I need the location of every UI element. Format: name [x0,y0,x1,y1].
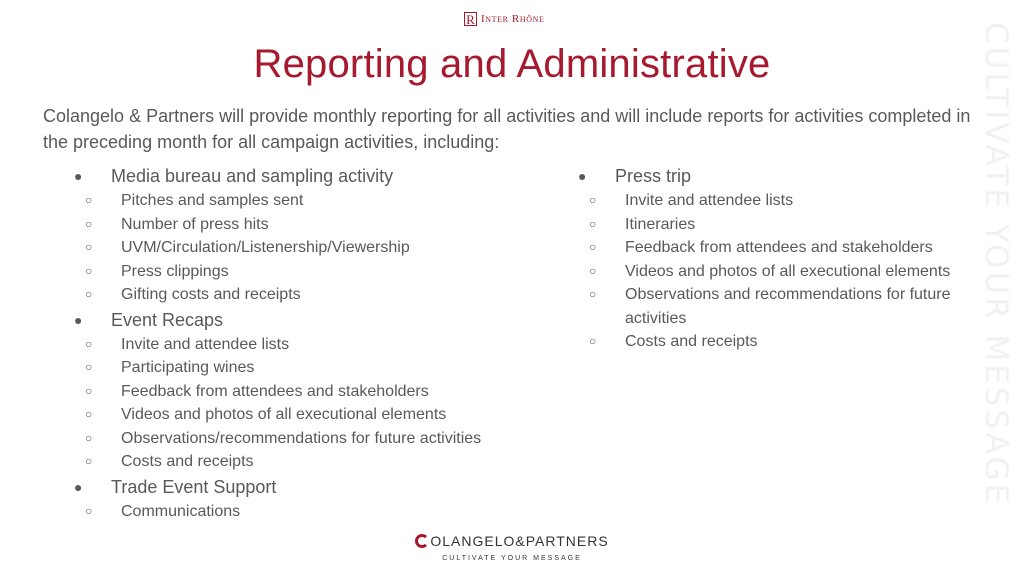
sublist-container [70,189,570,307]
sub-list-item [574,213,994,237]
bullet-icon: ● [74,478,83,495]
sublist-container [574,189,994,354]
sub-list-item [70,333,570,357]
inter-rhone-logo [464,10,544,28]
sub-list-item-label: Costs and receipts [625,333,758,350]
sub-list-item-label: Invite and attendee lists [121,335,290,353]
list-item-label: Press trip [615,166,692,186]
sub-list-item-label: Costs and receipts [121,453,254,470]
sublist-container [70,333,570,474]
sub-list-item [70,427,570,451]
hollow-bullet-icon: ○ [589,240,597,254]
hollow-bullet-icon: ○ [85,503,93,518]
list-item-media-bureau [70,163,570,189]
list-item-label: Trade Event Support [111,476,277,497]
sub-list-item [70,403,570,427]
sub-list-item [70,500,570,524]
sub-list-item-label: Observations and recommendations for future activities [625,286,951,327]
watermark-text: CULTIVATE YOUR MESSAGE [978,22,1014,507]
intro-paragraph: Colangelo & Partners will provide monthly reporting for all activities and will include reports for activities completed in the preceding month for all campaign activities, including: [43,106,971,152]
inter-rhone-mark-icon: R [464,12,477,26]
list-item-trade-event-support [70,474,570,500]
sub-list-item-label: Feedback from attendees and stakeholders [121,382,429,400]
sub-list-item [70,213,570,237]
inter-rhone-logo-text: Inter Rhône [481,13,545,25]
sublist [574,189,994,354]
sub-list-item-label: Invite and attendee lists [625,192,794,209]
hollow-bullet-icon: ○ [589,263,597,278]
hollow-bullet-icon: ○ [589,287,597,301]
sub-list-item [574,283,994,330]
hollow-bullet-icon: ○ [85,263,93,278]
sub-list-item [70,356,570,380]
hollow-bullet-icon: ○ [85,454,93,468]
sub-list-item-label: Itineraries [625,215,696,233]
sub-list-item-label: Videos and photos of all executional elements [121,406,447,423]
sub-list-item-label: Observations/recommendations for future activities [121,429,482,447]
brand-name-wrapper [415,533,608,549]
sub-list-item-label: Communications [121,502,241,520]
sublist [70,500,570,524]
sub-list-item-label: Gifting costs and receipts [121,286,301,303]
sub-list-item [574,189,994,213]
hollow-bullet-icon: ○ [85,430,93,445]
sub-list-item-label: Pitches and samples sent [121,192,304,209]
colangelo-c-icon [415,534,429,548]
hollow-bullet-icon: ○ [85,336,93,351]
sub-list-item [574,236,994,260]
sub-list-item [70,260,570,284]
sub-list-item-label: UVM/Circulation/Listenership/Viewership [121,239,410,256]
slide-title: Reporting and Administrative [253,42,771,86]
sub-list-item [574,330,994,354]
list-item-label: Event Recaps [111,309,224,330]
sub-list-item [574,260,994,284]
list-item-label: Media bureau and sampling activity [111,166,394,186]
sublist-container [70,500,570,524]
hollow-bullet-icon: ○ [85,360,93,374]
sublist [70,189,570,307]
sub-list-item-label: Participating wines [121,359,255,376]
sub-list-item [70,380,570,404]
sub-list-item [70,450,570,474]
bullet-icon: ● [578,168,587,184]
hollow-bullet-icon: ○ [85,407,93,421]
list-item-press-trip [574,163,994,189]
left-column-list [70,163,570,523]
sub-list-item-label: Number of press hits [121,215,269,233]
hollow-bullet-icon: ○ [589,334,597,348]
sub-list-item [70,189,570,213]
brand-name: OLANGELO&PARTNERS [430,533,609,549]
sub-list-item-label: Videos and photos of all executional elements [625,262,951,280]
sub-list-item [70,283,570,307]
list-item-event-recaps [70,307,570,333]
colangelo-partners-logo [0,533,1024,562]
hollow-bullet-icon: ○ [85,383,93,398]
hollow-bullet-icon: ○ [589,216,597,231]
hollow-bullet-icon: ○ [85,287,93,301]
bullet-icon: ● [74,168,83,184]
hollow-bullet-icon: ○ [589,193,597,207]
brand-tagline: CULTIVATE YOUR MESSAGE [442,555,582,562]
sub-list-item-label: Feedback from attendees and stakeholders [625,239,933,256]
sub-list-item [70,236,570,260]
hollow-bullet-icon: ○ [85,193,93,207]
hollow-bullet-icon: ○ [85,240,93,254]
sublist [70,333,570,474]
right-column-list [574,163,994,354]
hollow-bullet-icon: ○ [85,216,93,231]
bullet-icon: ● [74,311,83,328]
sub-list-item-label: Press clippings [121,262,229,280]
